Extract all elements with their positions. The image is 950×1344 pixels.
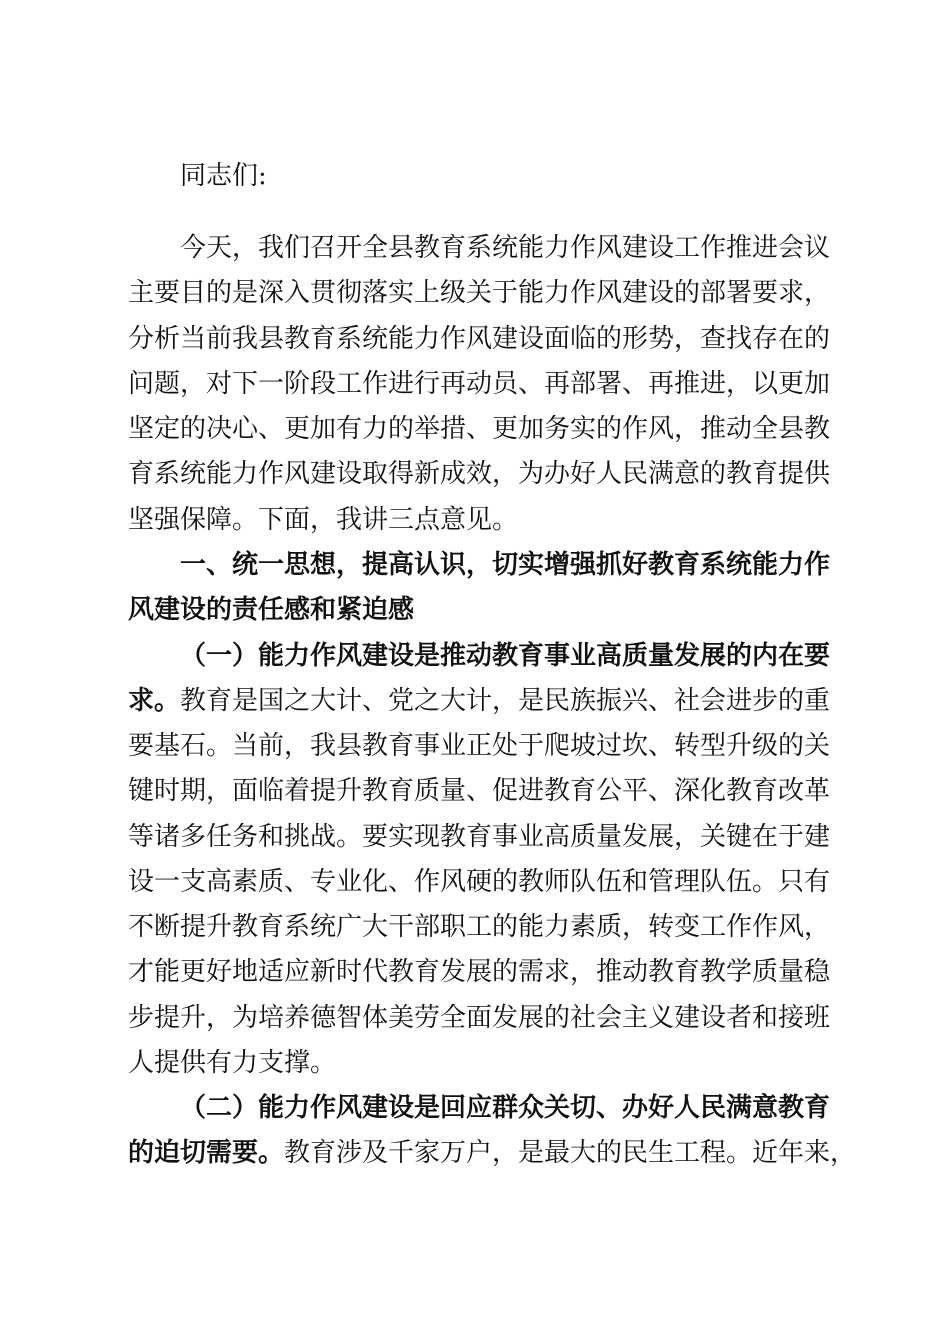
paragraph-text: 教育涉及千家万户，是最大的民生工程。近年来， — [284, 1138, 857, 1168]
paragraph-line: 等诸多任务和挑战。要实现教育事业高质量发展，关键在于建 — [128, 822, 831, 852]
paragraph-line: 坚强保障。下面，我讲三点意见。 — [128, 505, 519, 535]
paragraph-line: 才能更好地适应新时代教育发展的需求，推动教育教学质量稳 — [128, 957, 831, 987]
paragraph-line: 今天，我们召开全县教育系统能力作风建设工作推进会议 — [180, 233, 831, 263]
paragraph-line: 键时期，面临着提升教育质量、促进教育公平、深化教育改革 — [128, 776, 831, 806]
paragraph-line: 不断提升教育系统广大干部职工的能力素质，转变工作作风， — [128, 912, 831, 942]
paragraph-line — [128, 683, 831, 719]
paragraph-line: 设一支高素质、专业化、作风硬的教师队伍和管理队伍。只有 — [128, 867, 831, 897]
paragraph-line — [128, 1135, 857, 1171]
paragraph-line: 主要目的是深入贯彻落实上级关于能力作风建设的部署要求， — [128, 278, 831, 308]
paragraph-line: 步提升，为培养德智体美劳全面发展的社会主义建设者和接班 — [128, 1003, 831, 1033]
subheading-tail: 的迫切需要。 — [128, 1138, 285, 1168]
section-heading: 风建设的责任感和紧迫感 — [128, 595, 415, 625]
subheading-tail: 求。 — [128, 686, 181, 716]
paragraph-line: 坚定的决心、更加有力的举措、更加务实的作风，推动全县教 — [128, 414, 831, 444]
paragraph-line: 人提供有力支撑。 — [128, 1048, 337, 1078]
subheading: （二）能力作风建设是回应群众关切、办好人民满意教育 — [180, 1093, 831, 1123]
paragraph-line: 问题，对下一阶段工作进行再动员、再部署、再推进，以更加 — [128, 369, 831, 399]
paragraph-line: 分析当前我县教育系统能力作风建设面临的形势，查找存在的 — [128, 324, 831, 354]
section-heading: 一、统一思想，提高认识，切实增强抓好教育系统能力作 — [180, 550, 831, 580]
salutation: 同志们: — [180, 161, 267, 191]
paragraph-line: 育系统能力作风建设取得新成效，为办好人民满意的教育提供 — [128, 459, 831, 489]
paragraph-text: 教育是国之大计、党之大计，是民族振兴、社会进步的重 — [180, 686, 831, 716]
paragraph-line: 要基石。当前，我县教育事业正处于爬坡过坎、转型升级的关 — [128, 731, 831, 761]
subheading: （一）能力作风建设是推动教育事业高质量发展的内在要 — [180, 641, 831, 671]
